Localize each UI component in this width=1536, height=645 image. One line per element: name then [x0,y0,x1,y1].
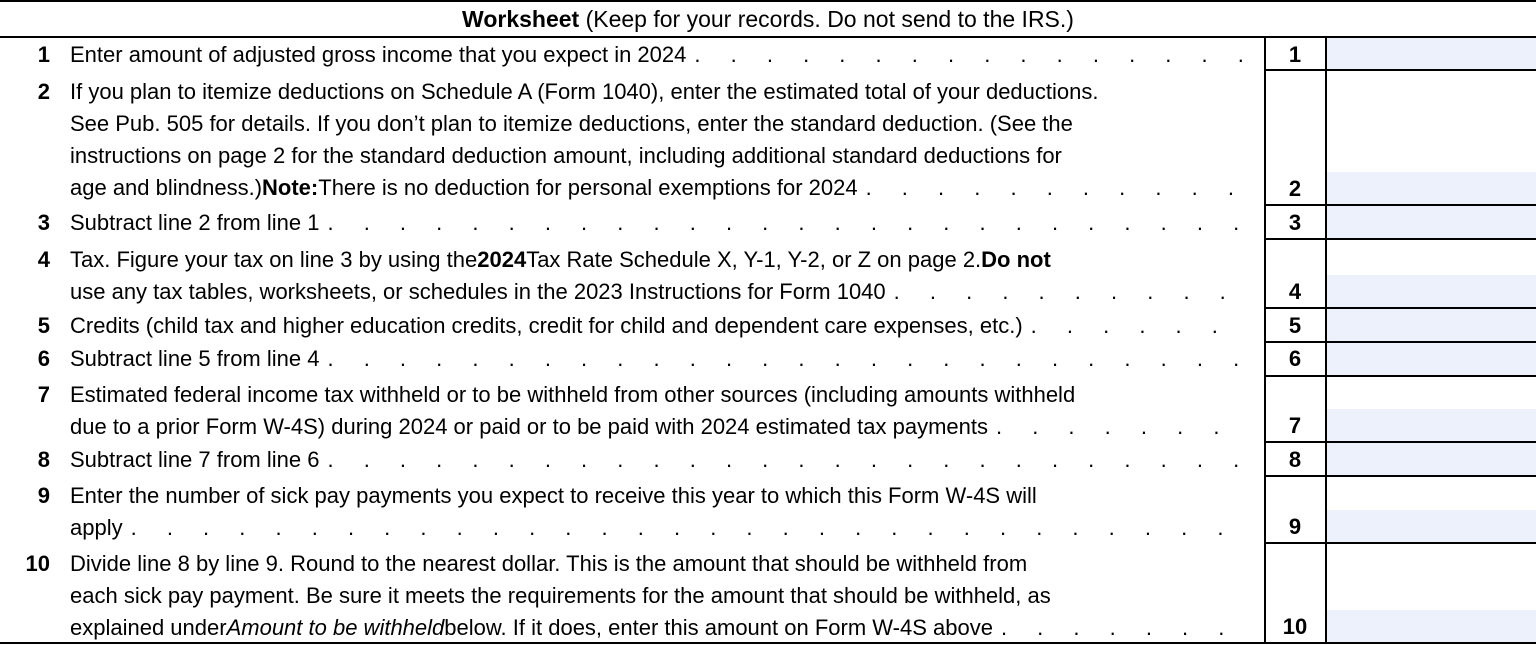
box-number: 2 [1288,176,1302,201]
line-text-part: use any tax tables, worksheets, or schedules in the 2023 Instructions for Form 1040 [70,279,886,304]
line-text-part: below. If it does, enter this amount on Form W-4S above [444,615,993,640]
line-text-part: Tax Rate Schedule X, Y-1, Y-2, or Z on page 2. [526,247,982,272]
note-label: Note: [262,175,319,200]
line-text-part: age and blindness.) [70,175,263,200]
italic-reference: Amount to be withheld [226,615,445,640]
line-8-amount-input[interactable] [1327,443,1536,477]
line-3-amount-input[interactable] [1327,206,1536,240]
dot-leader [686,39,1245,71]
box-number: 8 [1288,447,1302,472]
line-5-amount-input[interactable] [1327,309,1536,343]
line-4-amount-input[interactable] [1327,275,1536,309]
line-text-part: If you plan to itemize deductions on Schedule A (Form 1040), enter the estimated total of your deductions. [70,79,1099,104]
line-6-amount-input[interactable] [1327,343,1536,377]
line-text-part: Estimated federal income tax withheld or to be withheld from other sources (including amounts withheld [70,382,1076,407]
line-7-amount-input[interactable] [1327,409,1536,443]
line-text-part: Enter the number of sick pay payments you expect to receive this year to which this Form W-4S will [70,483,1037,508]
line-text [70,207,1245,239]
line-text [70,76,1245,204]
dot-leader [123,512,1245,544]
worksheet-title-rest: (Keep for your records. Do not send to the IRS.) [579,6,1074,32]
line-text-part: due to a prior Form W-4S) during 2024 or paid or to be paid with 2024 estimated tax payments [70,414,988,439]
line-number: 8 [37,447,50,472]
line-number: 7 [37,382,50,407]
bottom-rule [0,642,1536,644]
box-number: 3 [1288,210,1302,235]
line-text-part: See Pub. 505 for details. If you don’t plan to itemize deductions, enter the standard deduction. (See the [70,111,1073,136]
box-number: 5 [1288,313,1302,338]
line-number: 9 [37,483,50,508]
dot-leader [993,612,1245,644]
dot-leader [319,343,1245,375]
line-text [70,310,1245,342]
line-number: 6 [37,346,50,371]
box-number: 7 [1288,413,1302,438]
rule [1264,69,1536,71]
do-not-emphasis: Do not [981,247,1051,272]
worksheet-title [0,0,1536,38]
dot-leader [319,207,1245,239]
line-number: 4 [37,247,50,272]
line-text [70,39,1245,71]
line-9-amount-input[interactable] [1327,510,1536,544]
worksheet-title-bold: Worksheet [462,6,580,32]
dot-leader [858,172,1245,204]
dot-leader [319,444,1245,476]
line-text-part: each sick pay payment. Be sure it meets the requirements for the amount that should be withheld, as [70,583,1051,608]
line-text [70,548,1245,644]
line-number: 5 [37,313,50,338]
line-text-part: Tax. Figure your tax on line 3 by using the [70,247,478,272]
line-text [70,379,1245,443]
box-number: 10 [1282,614,1308,639]
line-text-part: There is no deduction for personal exemptions for 2024 [318,175,858,200]
dot-leader [988,411,1245,443]
line-text [70,343,1245,375]
line-text [70,244,1245,308]
dot-leader [1023,310,1245,342]
box-number: 4 [1288,279,1302,304]
year-emphasis: 2024 [477,247,527,272]
line-number: 1 [37,42,50,67]
box-number: 1 [1288,42,1302,67]
rule [1264,542,1536,544]
line-2-amount-input[interactable] [1327,172,1536,206]
dot-leader [886,276,1245,308]
line-number: 10 [25,551,50,576]
line-text-part: apply [70,515,123,540]
line-text [70,480,1245,544]
line-text [70,444,1245,476]
line-1-amount-input[interactable] [1327,38,1536,71]
rule [1264,375,1536,377]
rule [1264,238,1536,240]
line-text-part: Subtract line 7 from line 6 [70,447,320,472]
line-number: 2 [37,79,50,104]
rule [1264,475,1536,477]
line-number: 3 [37,210,50,235]
line-text-part: Divide line 8 by line 9. Round to the nearest dollar. This is the amount that should be withheld from [70,551,1028,576]
line-text-part: explained under [70,615,227,640]
line-10-amount-input[interactable] [1327,610,1536,644]
line-text-part: instructions on page 2 for the standard deduction amount, including additional standard deductions for [70,143,1062,168]
box-number: 9 [1288,514,1302,539]
line-text-part: Subtract line 2 from line 1 [70,210,320,235]
line-text-part: Credits (child tax and higher education credits, credit for child and dependent care expenses, etc.) [70,313,1023,338]
box-number: 6 [1288,346,1302,371]
line-text-part: Subtract line 5 from line 4 [70,346,320,371]
line-text-part: Enter amount of adjusted gross income that you expect in 2024 [70,42,687,67]
